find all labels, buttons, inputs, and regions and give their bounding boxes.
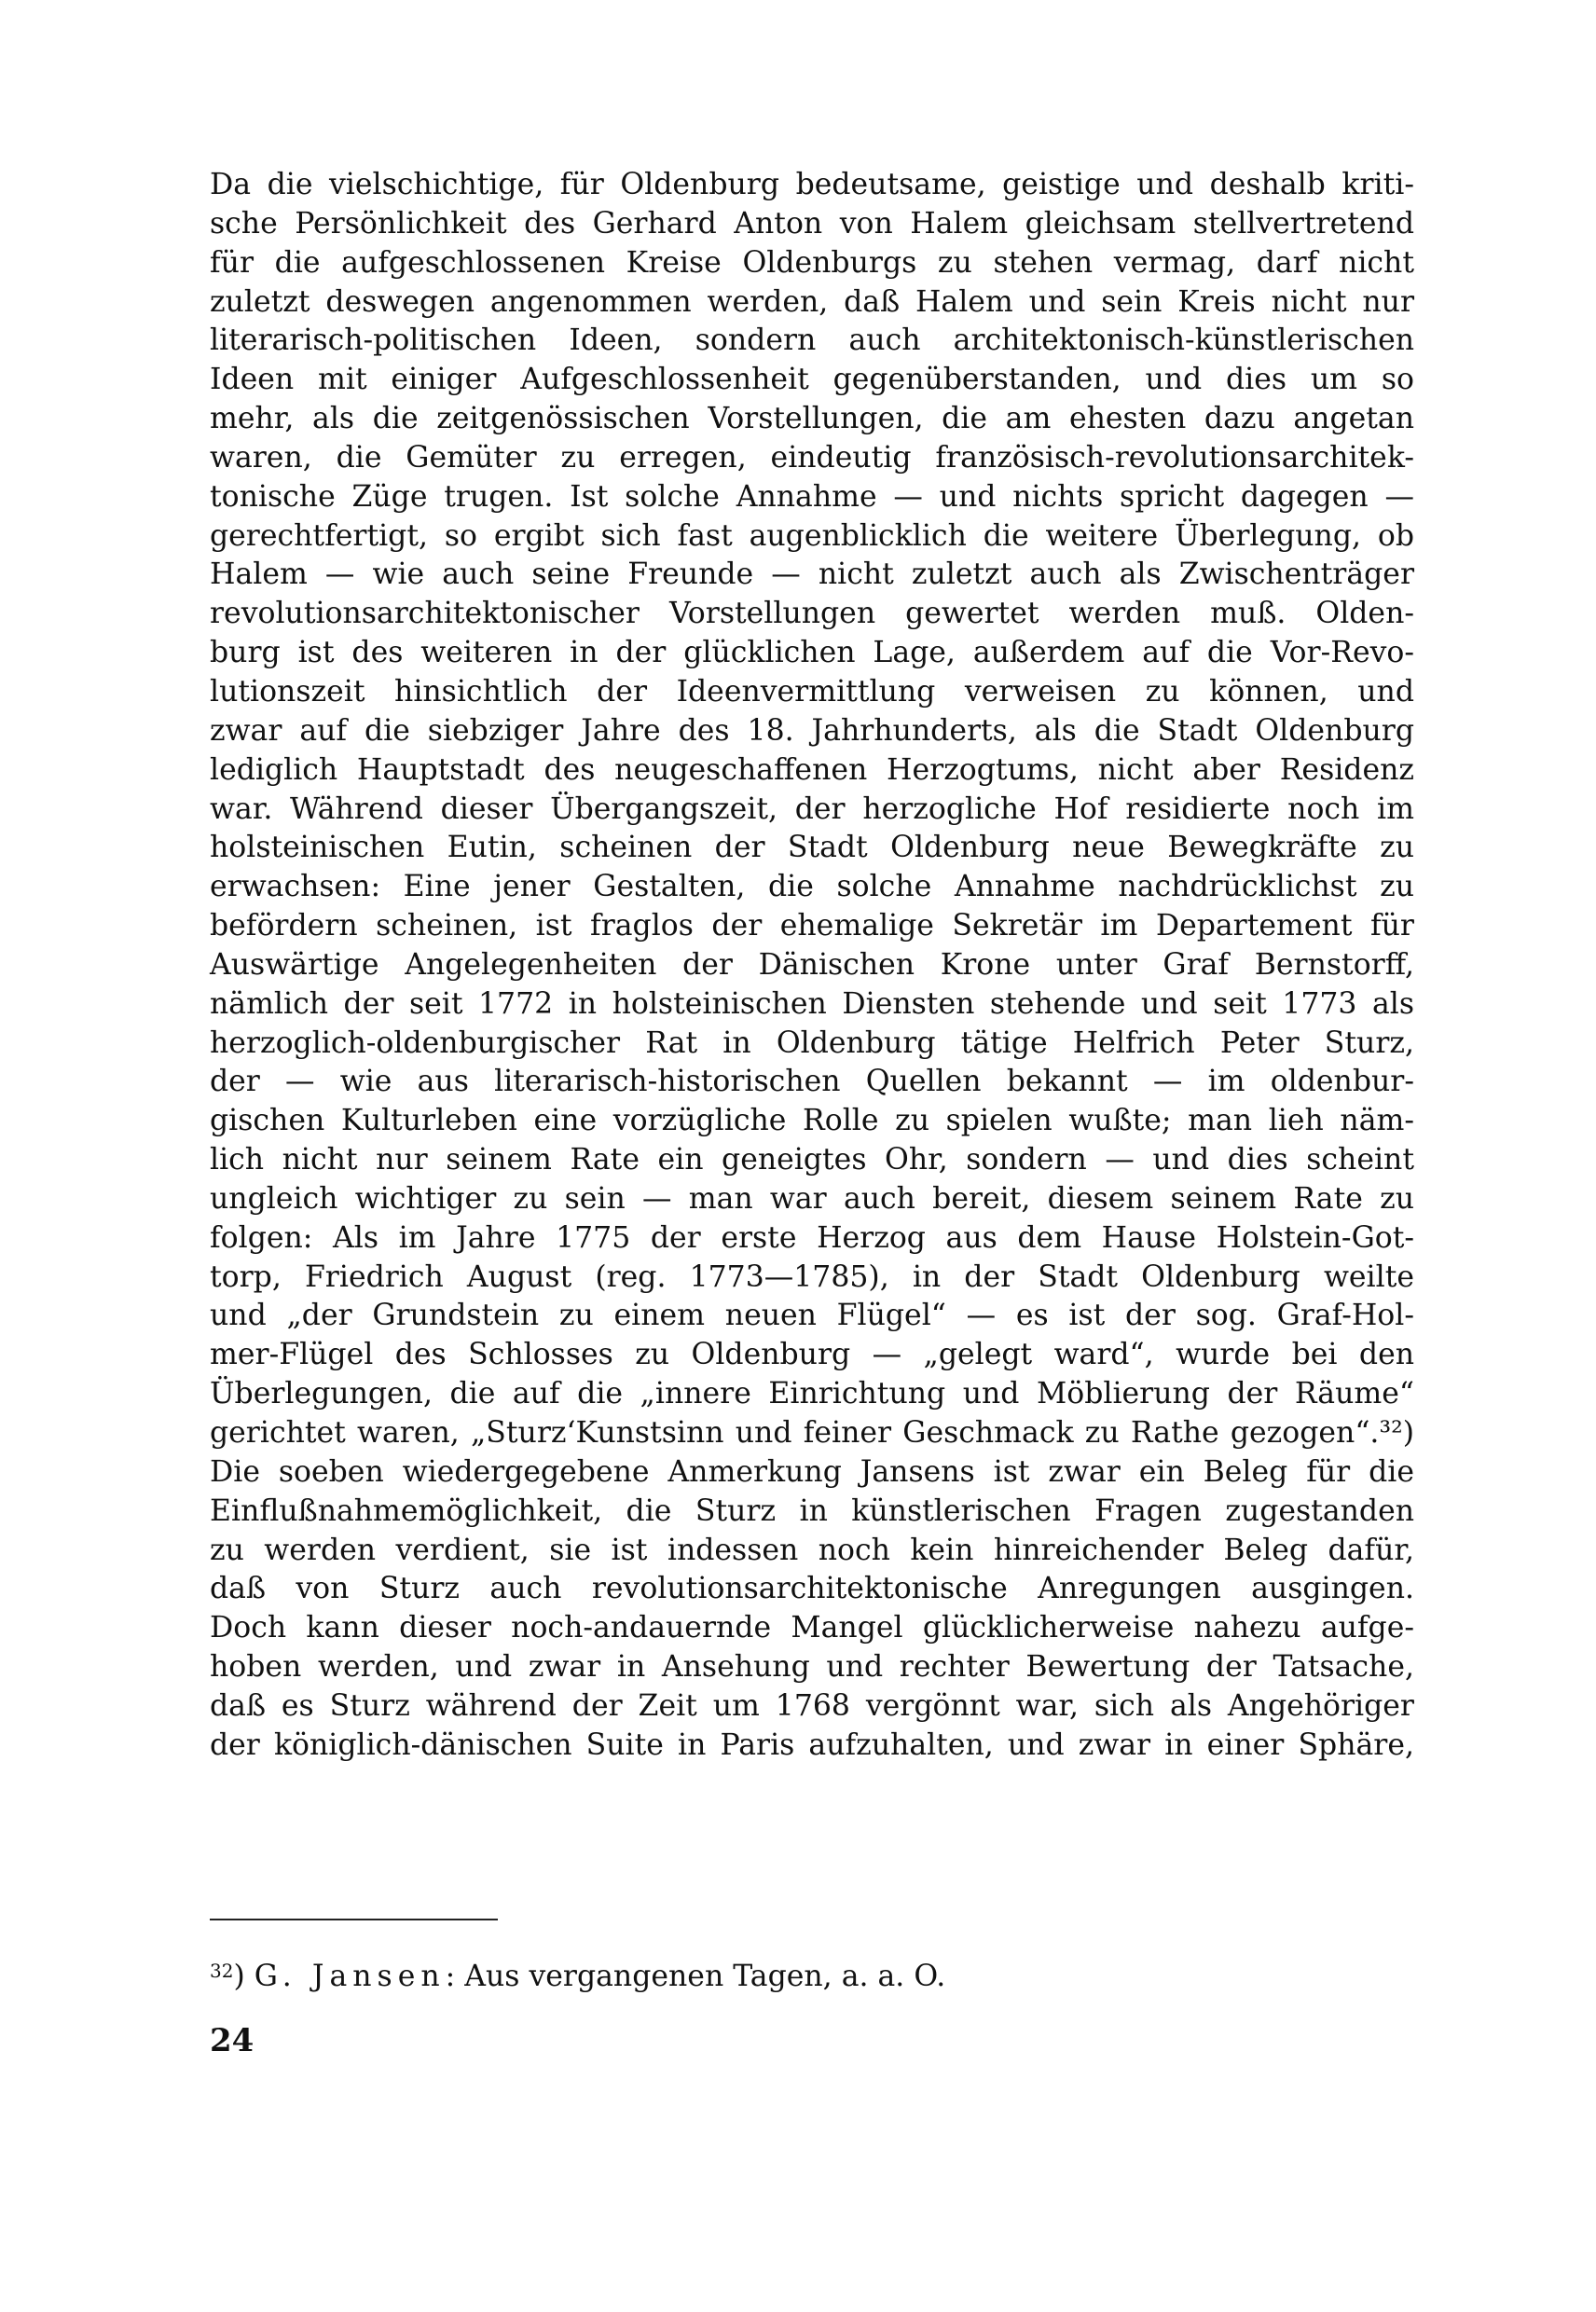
footnote-marker: 32 bbox=[210, 1960, 234, 1982]
body-line: burg ist des weiteren in der glücklichen Lage, außerdem auf die Vor-Revo- bbox=[210, 636, 1414, 670]
body-line: daß von Sturz auch revolutionsarchitektonische Anregungen ausgingen. bbox=[210, 1572, 1414, 1606]
body-line: Da die vielschichtige, für Oldenburg bedeutsame, geistige und deshalb kriti- bbox=[210, 168, 1414, 201]
body-line: lediglich Hauptstadt des neugeschaffenen Herzogtums, nicht aber Residenz bbox=[210, 752, 1414, 787]
footnote-author: G. Jansen bbox=[254, 1960, 446, 1993]
footnote-rule bbox=[210, 1919, 498, 1920]
body-line: gischen Kulturleben eine vorzügliche Rolle zu spielen wußte; man lieh näm- bbox=[210, 1104, 1414, 1138]
footnote-separator: : bbox=[445, 1960, 456, 1993]
body-line: gerichtet waren, „Sturz‘Kunstsinn und feiner Geschmack zu Rathe gezogen“.³²) bbox=[210, 1416, 1414, 1450]
body-line: hoben werden, und zwar in Ansehung und rechter Bewertung der Tatsache, bbox=[210, 1650, 1414, 1685]
body-line: Die soeben wiedergegebene Anmerkung Jansens ist zwar ein Beleg für die bbox=[210, 1454, 1414, 1489]
body-line: herzoglich-oldenburgischer Rat in Oldenburg tätige Helfrich Peter Sturz, bbox=[210, 1025, 1414, 1060]
body-line: lutionszeit hinsichtlich der Ideenvermittlung verweisen zu können, und bbox=[210, 674, 1414, 709]
body-line: zwar auf die siebziger Jahre des 18. Jahrhunderts, als die Stadt Oldenburg bbox=[210, 713, 1414, 748]
footnote-marker-close: ) bbox=[233, 1960, 245, 1993]
body-line: tonische Züge trugen. Ist solche Annahme — und nichts spricht dagegen — bbox=[210, 479, 1414, 514]
body-line: sche Persönlichkeit des Gerhard Anton von Halem gleichsam stellvertretend bbox=[210, 206, 1414, 241]
body-line: daß es Sturz während der Zeit um 1768 vergönnt war, sich als Angehöriger bbox=[210, 1688, 1414, 1723]
body-line: literarisch-politischen Ideen, sondern auch architektonisch-künstlerischen bbox=[210, 323, 1414, 358]
page-number: 24 bbox=[210, 2022, 255, 2059]
body-line: Ideen mit einiger Aufgeschlossenheit gegenüberstanden, und dies um so bbox=[210, 363, 1414, 397]
body-line: zuletzt deswegen angenommen werden, daß Halem und sein Kreis nicht nur bbox=[210, 284, 1414, 319]
body-line: waren, die Gemüter zu erregen, eindeutig französisch-revolutionsarchitek- bbox=[210, 440, 1414, 475]
footnote bbox=[210, 1952, 945, 1995]
body-line: Doch kann dieser noch-andauernde Mangel glücklicherweise nahezu aufge- bbox=[210, 1611, 1414, 1645]
body-line: mer-Flügel des Schlosses zu Oldenburg — „gelegt ward“, wurde bei den bbox=[210, 1338, 1414, 1372]
body-line: Halem — wie auch seine Freunde — nicht zuletzt auch als Zwischenträger bbox=[210, 557, 1414, 592]
body-line: war. Während dieser Übergangszeit, der herzogliche Hof residierte noch im bbox=[210, 791, 1414, 826]
body-line: Einflußnahmemöglichkeit, die Sturz in künstlerischen Fragen zugestanden bbox=[210, 1493, 1414, 1528]
body-line: lich nicht nur seinem Rate ein geneigtes Ohr, sondern — und dies scheint bbox=[210, 1143, 1414, 1177]
body-line: ungleich wichtiger zu sein — man war auch bereit, diesem seinem Rate zu bbox=[210, 1181, 1414, 1216]
body-line: zu werden verdient, sie ist indessen noch kein hinreichender Beleg dafür, bbox=[210, 1533, 1414, 1567]
body-line: Überlegungen, die auf die „innere Einrichtung und Möblierung der Räume“ bbox=[210, 1377, 1414, 1411]
body-line: Auswärtige Angelegenheiten der Dänischen Krone unter Graf Bernstorff, bbox=[210, 947, 1414, 982]
body-line: der — wie aus literarisch-historischen Quellen bekannt — im oldenbur- bbox=[210, 1065, 1414, 1099]
body-line: der königlich-dänischen Suite in Paris aufzuhalten, und zwar in einer Sphäre, bbox=[210, 1727, 1414, 1762]
body-line: gerechtfertigt, so ergibt sich fast augenblicklich die weitere Überlegung, ob bbox=[210, 518, 1414, 553]
footnote-text: Aus vergangenen Tagen, a. a. O. bbox=[464, 1960, 946, 1993]
body-line: folgen: Als im Jahre 1775 der erste Herzog aus dem Hause Holstein-Got- bbox=[210, 1220, 1414, 1255]
body-line: befördern scheinen, ist fraglos der ehemalige Sekretär im Departement für bbox=[210, 909, 1414, 943]
body-line: und „der Grundstein zu einem neuen Flügel“ — es ist der sog. Graf-Hol- bbox=[210, 1299, 1414, 1333]
body-text bbox=[210, 166, 1414, 1766]
body-line: revolutionsarchitektonischer Vorstellungen gewertet werden muß. Olden- bbox=[210, 597, 1414, 631]
body-line: mehr, als die zeitgenössischen Vorstellungen, die am ehesten dazu angetan bbox=[210, 402, 1414, 436]
body-line: torp, Friedrich August (reg. 1773—1785), in der Stadt Oldenburg weilte bbox=[210, 1259, 1414, 1294]
body-line: für die aufgeschlossenen Kreise Oldenburgs zu stehen vermag, darf nicht bbox=[210, 245, 1414, 280]
body-line: holsteinischen Eutin, scheinen der Stadt Oldenburg neue Bewegkräfte zu bbox=[210, 831, 1414, 865]
body-line: nämlich der seit 1772 in holsteinischen Diensten stehende und seit 1773 als bbox=[210, 986, 1414, 1021]
body-line: erwachsen: Eine jener Gestalten, die solche Annahme nachdrücklichst zu bbox=[210, 870, 1414, 904]
